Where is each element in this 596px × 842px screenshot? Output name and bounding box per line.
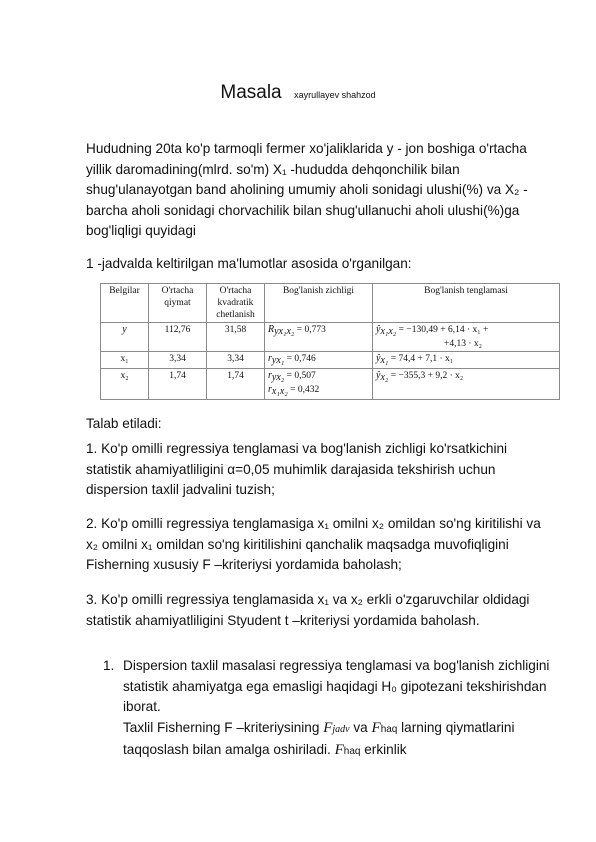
table-header-row <box>101 284 560 323</box>
eq-value: = 74,4 + 7,1 · x₁ <box>388 354 454 364</box>
cell-equation <box>373 323 560 352</box>
page-title <box>0 82 596 104</box>
header-cell: Bog'lanish zichligi <box>265 284 373 323</box>
data-table <box>100 283 560 400</box>
eq-subscript: x₂ <box>380 372 389 383</box>
task-3: 3. Ko'p omilli regressiya tenglamasida x₁ va x₂ erkli o'zgaruvchilar oldidagi statistik ahamiyatliligini Styudent t –kriteriysi yordamida baholash. <box>86 592 530 628</box>
eq-symbol: ŷ <box>376 370 381 381</box>
eq-value: = −130,49 + 6,14 · x₁ + <box>396 325 489 335</box>
answer-text-2d: erkinlik <box>360 742 407 757</box>
header-cell: O'rtacha qiymat <box>149 284 207 323</box>
header-cell: Belgilar <box>101 284 149 323</box>
f-symbol: F <box>323 719 333 736</box>
table-row <box>101 369 560 400</box>
answer-text-2c: larning qiymatlarini taqqoslash bilan amalga oshiriladi. <box>123 719 515 757</box>
cell-sd: 3,34 <box>207 352 265 369</box>
cell-equation <box>373 352 560 369</box>
cell-sd: 1,74 <box>207 369 265 400</box>
cell-mean: 1,74 <box>149 369 207 400</box>
eq-value: = −355,3 + 9,2 · x₂ <box>388 371 464 381</box>
corr-symbol: r <box>268 370 272 381</box>
corr-value: = 0,746 <box>284 354 316 364</box>
corr-subscript: yx₁ <box>271 355 285 366</box>
eq-continuation: +4,13 · x₂ <box>444 339 482 349</box>
intro-paragraph: Hududning 20ta ko'p tarmoqli fermer xo'jaliklarida y - jon boshiga o'rtacha yillik daromadining(mlrd. so'm) X₁ -hududda dehqonchilik bilan shug'ulanayotgan band aholining umumiy aholi sonidagi ulushi(%) va X₂ - barcha aholi sonidagi chorvachilik bilan shug'ullanuchi aholi ulushi(%)ga bog'liqligi quyidagi <box>86 141 528 238</box>
answer-body <box>123 656 563 763</box>
task-1: 1. Ko'p omilli regressiya tenglamasi va bog'lanish zichligi ko'rsatkichini statistik ahamiyatliligini α=0,05 muhimlik darajasida tekshirish uchun dispersion taxlil jadvalini tuzish; <box>86 441 508 497</box>
cell-sign: y <box>101 323 149 352</box>
cell-sd: 31,58 <box>207 323 265 352</box>
header-cell: O'rtacha kvadratik chetlanish <box>207 284 265 323</box>
cell-correlation <box>265 323 373 352</box>
table-row <box>101 323 560 352</box>
corr-symbol: r <box>268 353 272 364</box>
corr-subscript: yx₂ <box>271 372 285 383</box>
cell-correlation <box>265 369 373 400</box>
cell-mean: 3,34 <box>149 352 207 369</box>
eq-symbol: ŷ <box>376 324 381 335</box>
table-row <box>101 352 560 369</box>
cell-correlation <box>265 352 373 369</box>
task-2: 2. Ko'p omilli regressiya tenglamasiga x₁ omilni x₂ omildan so'ng kiritilishi va x₂ omilni x₁ omildan so'ng kiritilishini qanchalik maqsadga muvofiqligini Fisherning xususiy F –kriteriysi yordamida baholash; <box>86 516 541 572</box>
corr-value: = 0,507 <box>284 371 316 381</box>
eq-subscript: x₁ <box>380 355 389 366</box>
f-haq-subscript: haq <box>380 723 398 735</box>
f-symbol: F <box>371 719 381 736</box>
answer-text-1: Dispersion taxlil masalasi regressiya tenglamasi va bog'lanish zichligini statistik ahamiyatga ega emasligi haqidagi H₀ gipotezani tekshirishdan iborat. <box>123 658 550 714</box>
f-haq-subscript: haq <box>343 746 361 757</box>
cell-sign: x₁ <box>101 352 149 369</box>
corr-subscript: yx₁x₂ <box>274 326 295 337</box>
cell-equation <box>373 369 560 400</box>
corr-value: = 0,773 <box>294 325 326 335</box>
header-cell: Bog'lanish tenglamasi <box>373 284 560 323</box>
table-intro-paragraph: 1 -jadvalda keltirilgan ma'lumotlar asosida o'rganilgan: <box>86 256 412 271</box>
f-symbol: F <box>334 742 344 758</box>
f-jadv-subscript: jadv <box>332 723 350 735</box>
eq-subscript: x₁x₂ <box>380 326 397 337</box>
title-author: xayrullayev shahzod <box>294 90 376 100</box>
cell-mean: 112,76 <box>149 323 207 352</box>
corr-value: = 0,432 <box>287 385 320 395</box>
cell-sign: x₂ <box>101 369 149 400</box>
required-heading: Talab etiladi: <box>86 416 162 431</box>
title-main: Masala <box>220 82 282 103</box>
corr-symbol: r <box>268 384 272 395</box>
corr-symbol: R <box>268 324 275 335</box>
answer-text-2b: va <box>349 719 372 735</box>
eq-symbol: ŷ <box>376 353 381 364</box>
answer-text-2a: Taxlil Fisherning F –kriteriysining <box>123 719 324 735</box>
list-number: 1. <box>103 658 115 673</box>
corr-subscript: x₁x₂ <box>271 386 288 397</box>
